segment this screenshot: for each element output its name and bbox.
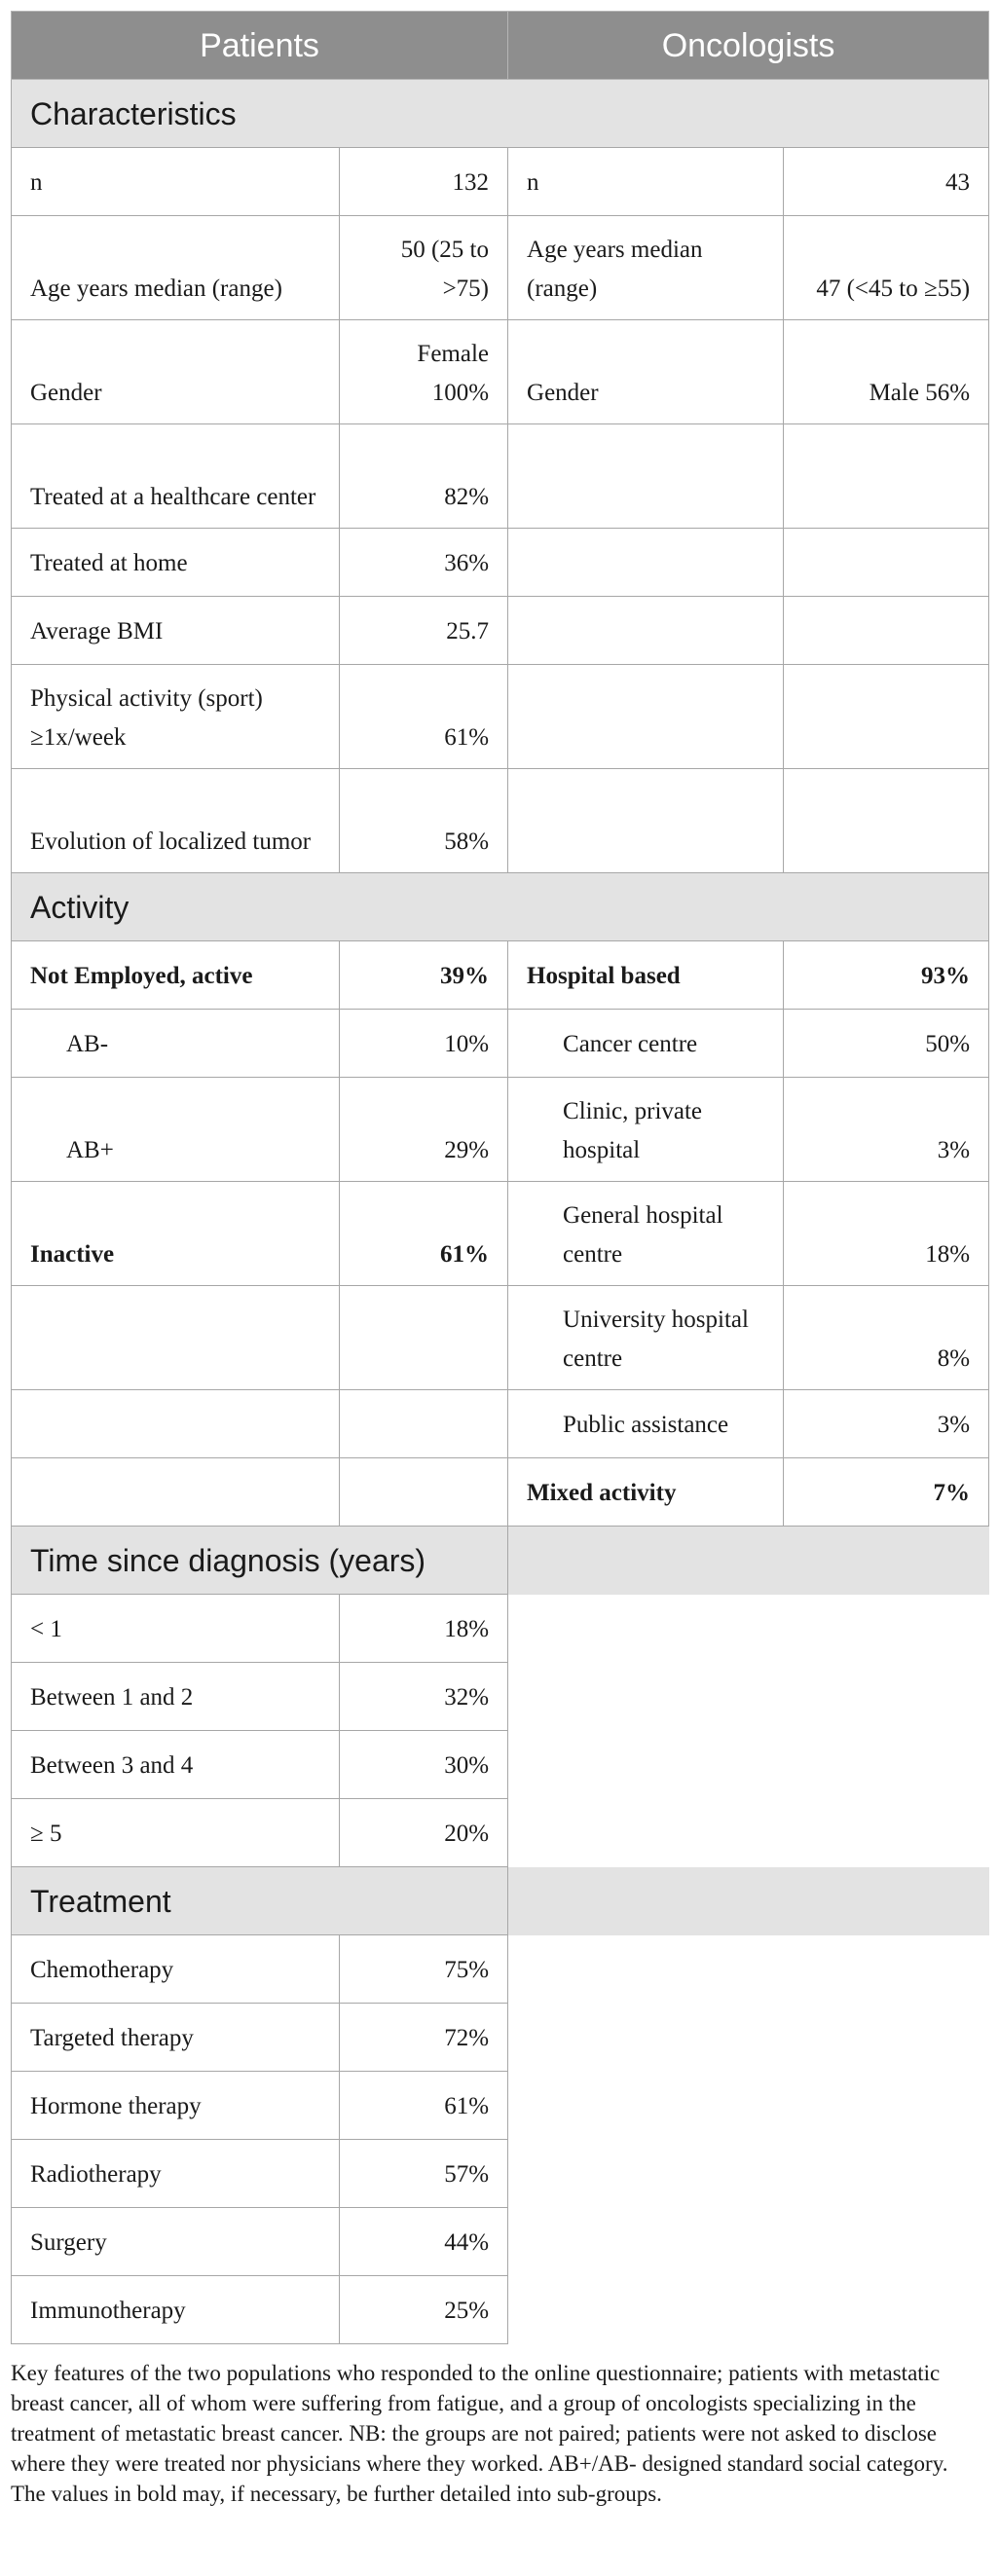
- cell-label: Between 1 and 2: [12, 1663, 340, 1731]
- cell-value: [784, 424, 989, 529]
- cell-label: [508, 597, 784, 665]
- table-row: [12, 665, 989, 769]
- cell-value: 3%: [784, 1078, 989, 1182]
- cell-label: Evolution of localized tumor: [12, 769, 340, 873]
- cell-label: General hospital centre: [508, 1182, 784, 1286]
- cell-value: [340, 1286, 508, 1390]
- table-row: [12, 1663, 989, 1731]
- cell-label: Treated at home: [12, 529, 340, 597]
- cell-value: 32%: [340, 1663, 508, 1731]
- empty-area: [508, 2208, 989, 2276]
- cell-value: 82%: [340, 424, 508, 529]
- cell-value: [784, 597, 989, 665]
- cell-label: [508, 529, 784, 597]
- empty-area: [508, 1867, 989, 1935]
- cell-value: 10%: [340, 1010, 508, 1078]
- cell-value: 25.7: [340, 597, 508, 665]
- cell-label: Between 3 and 4: [12, 1731, 340, 1799]
- cell-label: Age years median (range): [508, 216, 784, 320]
- cell-label: n: [12, 148, 340, 216]
- cell-value: 44%: [340, 2208, 508, 2276]
- empty-area: [508, 2072, 989, 2140]
- table-row: [12, 2140, 989, 2208]
- cell-label: n: [508, 148, 784, 216]
- table-row: [12, 1799, 989, 1867]
- cell-label: Cancer centre: [508, 1010, 784, 1078]
- cell-value: 20%: [340, 1799, 508, 1867]
- caption-note: The values in bold may, if necessary, be further detailed into sub-groups.: [11, 2482, 662, 2506]
- cell-value: Male 56%: [784, 320, 989, 424]
- cell-value: 61%: [340, 2072, 508, 2140]
- cell-value: 61%: [340, 665, 508, 769]
- section-treatment: Treatment: [12, 1867, 508, 1935]
- cell-label: Age years median (range): [12, 216, 340, 320]
- cell-label: Physical activity (sport) ≥1x/week: [12, 665, 340, 769]
- table-row: [12, 424, 989, 529]
- cell-label: Gender: [12, 320, 340, 424]
- cell-value: [340, 1390, 508, 1458]
- table-row: [12, 148, 989, 216]
- cell-label: [12, 1390, 340, 1458]
- cell-value: 50%: [784, 1010, 989, 1078]
- cell-label: AB-: [12, 1010, 340, 1078]
- table-row: [12, 1286, 989, 1390]
- cell-label: University hospital centre: [508, 1286, 784, 1390]
- cell-value: 72%: [340, 2004, 508, 2072]
- empty-area: [508, 1595, 989, 1663]
- cell-label: Not Employed, active: [12, 941, 340, 1010]
- cell-value: 25%: [340, 2276, 508, 2344]
- cell-value: [784, 665, 989, 769]
- cell-label: Immunotherapy: [12, 2276, 340, 2344]
- cell-value: 50 (25 to >75): [340, 216, 508, 320]
- table-row: [12, 1458, 989, 1527]
- cell-value: 93%: [784, 941, 989, 1010]
- cell-value: 30%: [340, 1731, 508, 1799]
- table-row: [12, 1390, 989, 1458]
- table-row: [12, 216, 989, 320]
- cell-label: Gender: [508, 320, 784, 424]
- table-row: [12, 1595, 989, 1663]
- cell-value: 8%: [784, 1286, 989, 1390]
- table-row: [12, 597, 989, 665]
- cell-label: Average BMI: [12, 597, 340, 665]
- section-characteristics: Characteristics: [12, 80, 989, 148]
- empty-area: [508, 2004, 989, 2072]
- empty-area: [508, 1935, 989, 2004]
- table-row: [12, 1935, 989, 2004]
- cell-label: Mixed activity: [508, 1458, 784, 1527]
- cell-value: 47 (<45 to ≥55): [784, 216, 989, 320]
- cell-label: Public assistance: [508, 1390, 784, 1458]
- cell-label: AB+: [12, 1078, 340, 1182]
- section-time-since-diagnosis: Time since diagnosis (years): [12, 1527, 508, 1595]
- cell-value: [340, 1458, 508, 1527]
- table-row: [12, 1731, 989, 1799]
- cell-value: 29%: [340, 1078, 508, 1182]
- cell-label: [12, 1458, 340, 1527]
- header-patients: Patients: [12, 12, 508, 80]
- table-row: [12, 941, 989, 1010]
- cell-value: 3%: [784, 1390, 989, 1458]
- table-row: [12, 1078, 989, 1182]
- table-row: [12, 320, 989, 424]
- cell-value: 39%: [340, 941, 508, 1010]
- table-row: [12, 2004, 989, 2072]
- empty-area: [508, 1527, 989, 1595]
- cell-label: Surgery: [12, 2208, 340, 2276]
- empty-area: [508, 1731, 989, 1799]
- cell-value: 36%: [340, 529, 508, 597]
- cell-value: 75%: [340, 1935, 508, 2004]
- cell-label: < 1: [12, 1595, 340, 1663]
- empty-area: [508, 1663, 989, 1731]
- table-caption: [11, 2358, 984, 2509]
- cell-label: Hospital based: [508, 941, 784, 1010]
- cell-value: 132: [340, 148, 508, 216]
- table-row: [12, 2276, 989, 2344]
- cell-value: 7%: [784, 1458, 989, 1527]
- cell-label: [508, 769, 784, 873]
- cell-label: Targeted therapy: [12, 2004, 340, 2072]
- cell-value: 18%: [784, 1182, 989, 1286]
- cell-value: [784, 529, 989, 597]
- cell-value: 43: [784, 148, 989, 216]
- cell-label: Hormone therapy: [12, 2072, 340, 2140]
- header-oncologists: Oncologists: [508, 12, 989, 80]
- table-row: [12, 769, 989, 873]
- cell-label: ≥ 5: [12, 1799, 340, 1867]
- cell-label: Chemotherapy: [12, 1935, 340, 2004]
- empty-area: [508, 2140, 989, 2208]
- cell-value: 18%: [340, 1595, 508, 1663]
- table-row: [12, 1182, 989, 1286]
- empty-area: [508, 2276, 989, 2344]
- caption-text: Key features of the two populations who responded to the online questionnaire; patients with metastatic breast cancer, all of whom were suffering from fatigue, and a group of oncologists specializing in the treatment of metastatic breast cancer. NB: the groups are not paired; patients were not asked to disclose where they were treated nor physicians where they worked. AB+/AB- designed standard social category.: [11, 2361, 948, 2476]
- cell-value: 61%: [340, 1182, 508, 1286]
- section-activity: Activity: [12, 873, 989, 941]
- table-row: [12, 1010, 989, 1078]
- empty-area: [508, 1799, 989, 1867]
- cell-label: [12, 1286, 340, 1390]
- cell-value: 57%: [340, 2140, 508, 2208]
- cell-value: [784, 769, 989, 873]
- table-row: [12, 529, 989, 597]
- table-document: [11, 11, 988, 2509]
- table-row: [12, 2208, 989, 2276]
- cell-label: Inactive: [12, 1182, 340, 1286]
- cell-value: Female 100%: [340, 320, 508, 424]
- population-table: [11, 11, 989, 2344]
- cell-label: Clinic, private hospital: [508, 1078, 784, 1182]
- cell-label: [508, 424, 784, 529]
- cell-label: [508, 665, 784, 769]
- cell-label: Treated at a healthcare center: [12, 424, 340, 529]
- table-row: [12, 2072, 989, 2140]
- cell-label: Radiotherapy: [12, 2140, 340, 2208]
- cell-value: 58%: [340, 769, 508, 873]
